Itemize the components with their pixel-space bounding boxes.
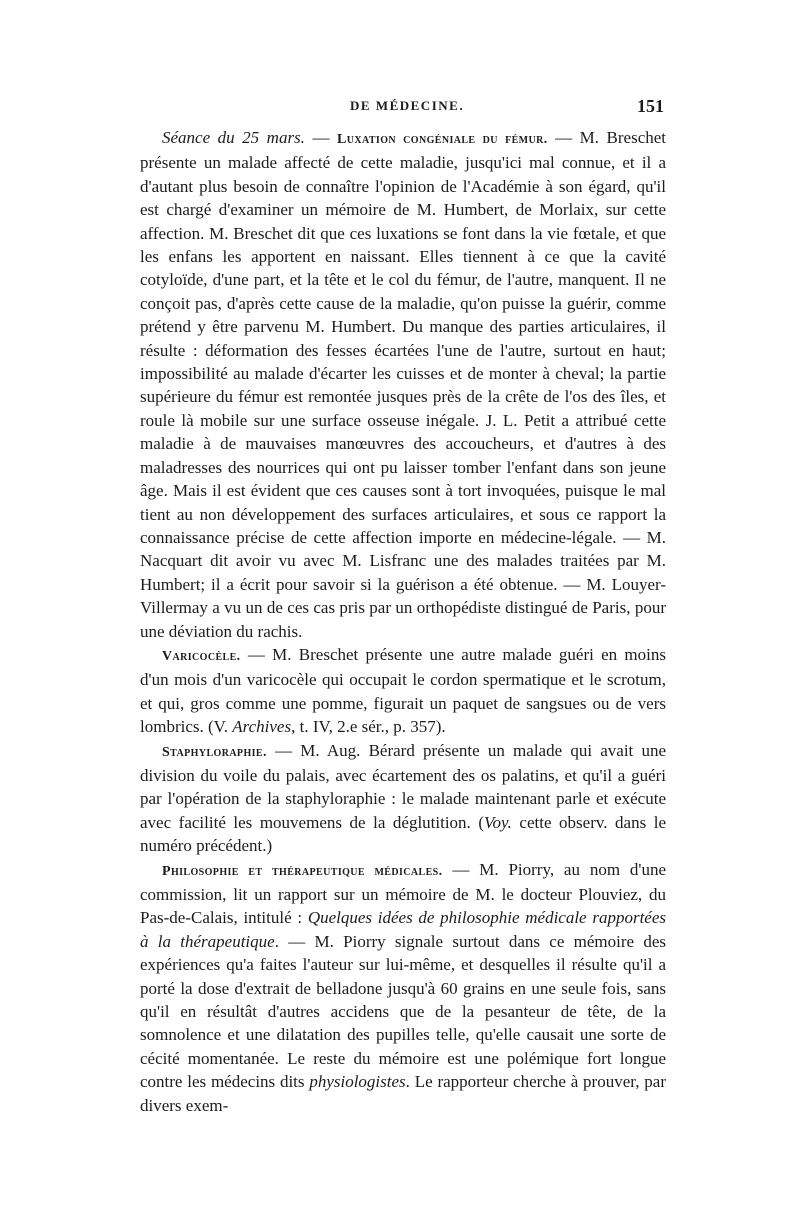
section-heading-staphyloraphie: Staphyloraphie. [162, 744, 267, 760]
dash: — [304, 128, 337, 147]
dash: — [266, 740, 301, 760]
paragraph-text: M. Piorry, au nom d'une commission, lit un rapport sur un mémoire de M. le docteur Plouviez, du Pas-de-Calais, intitulé : [140, 859, 666, 928]
page-number: 151 [637, 96, 664, 116]
paragraph-text: M. Breschet présente un malade affecté de cette maladie, jusqu'ici mal connue, et il a d'autant plus besoin de connaître l'opinion de l'Académie à son égard, qu'il est chargé d'examiner un mémoire de M. Humbert, de Morlaix, sur cette affection. M. Breschet dit que ces luxations se font dans la vie fœtale, et que les enfans les apportent en naissant. Elles tiennent à ce que la cavité cotyloïde, d'une part, et la tête et le col du fémur, de l'autre, manquent. Il ne conçoit pas, d'après cette cause de la maladie, qu'on puisse la guérir, comme prétend y être parvenu M. Humbert. Du manque des parties articulaires, il résulte : déformation des fesses écartées l'une de l'autre, surtout en haut; impossibilité au malade d'écarter les cuisses et de monter à cheval; la partie supérieure du fémur est remontée jusques près de la crête de l'os des îles, et roule là mobile sur une surface osseuse inégale. J. L. Petit a attribué cette maladie à de mauvaises manœuvres des accoucheurs, et d'autres à des maladresses des nourrices qui ont pu laisser tomber l'enfant dans son jeune âge. Mais il est évident que ces causes sont à tort invoquées, puisque le mal tient au non développement des surfaces articulaires, et sous ce rapport la connaissance précise de cette affection importe en médecine-légale. — M. Nacquart dit avoir vu avec M. Lisfranc une des malades traitées par M. Humbert; il a écrit pour savoir si la guérison a été obtenue. — M. Louyer-Villermay a vu un de ces cas pris par un orthopédiste distingué de Paris, pour une déviation du rachis. [140, 128, 667, 641]
section-heading-varicocele: Varicocèle. [162, 648, 241, 664]
italic-title: Quelques idées de philosophie médicale rapportées à la thérapeutique [140, 908, 666, 951]
section-heading-luxation: Luxation congéniale du fémur. [336, 132, 548, 147]
dash: — [547, 128, 580, 147]
running-title: DE MÉDECINE. [350, 98, 465, 113]
italic-reference: Archives [232, 717, 292, 737]
running-header [142, 96, 664, 122]
paragraph-staphyloraphie [140, 739, 666, 858]
session-date: Séance du 25 mars. [162, 128, 305, 147]
section-heading-philosophie: Philosophie et thérapeutique médicales. [162, 863, 443, 879]
italic-reference: Voy. [484, 812, 512, 832]
text-body [140, 126, 666, 1117]
paragraph-text: M. Aug. Bérard présente un malade qui avait une division du voile du palais, avec écartement des os palatins, et qu'il a guéri par l'opération de la staphyloraphie : le malade maintenant parle et exécute avec facilité les mouvemens de la déglutition. ( [140, 740, 666, 832]
dash: — [240, 644, 273, 664]
paragraph-text: . — M. Piorry signale surtout dans ce mémoire des expériences qu'a faites l'auteur sur lui-même, et desquelles il résulte qu'il a porté la dose d'extrait de belladone jusqu'à 60 grains en une seule fois, sans qu'il en résultât d'autres accidens que de la pesanteur de tête, de la somnolence et une dilatation des pupilles telle, qu'elle causait une sorte de cécité momentanée. Le reste du mémoire est une polémique fort longue contre les médecins dits [140, 931, 666, 1092]
paragraph-luxation [140, 126, 666, 643]
dash: — [442, 859, 480, 879]
italic-term: physiologistes [309, 1072, 406, 1092]
paragraph-text: cette observ. dans le numéro précédent.) [140, 812, 667, 856]
paragraph-text: , t. IV, 2.e sér., p. 357). [291, 717, 446, 737]
paragraph-text: M. Breschet présente une autre malade guéri en moins d'un mois d'un varicocèle qui occupait le cordon spermatique et le scrotum, et qui, gros comme une pomme, figurait un paquet de sangsues ou de vers lombrics. (V. [140, 644, 666, 737]
paragraph-text: . Le rapporteur cherche à prouver, par divers exem- [140, 1072, 666, 1115]
paragraph-varicocele [140, 643, 666, 739]
paragraph-philosophie [140, 858, 666, 1117]
